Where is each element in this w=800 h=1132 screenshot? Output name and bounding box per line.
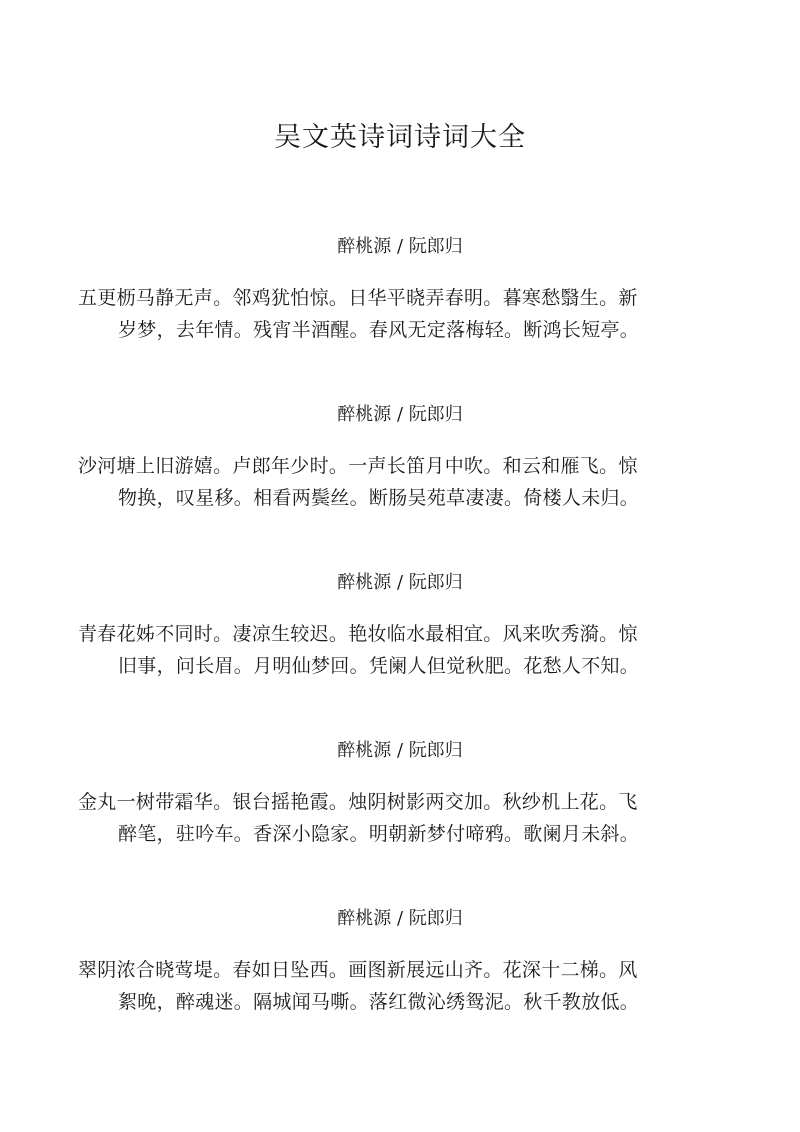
- poem-line: 青春花姊不同时。凄凉生较迟。艳妆临水最相宜。风来吹秀漪。惊: [78, 623, 638, 645]
- poem-heading: 醉桃源 / 阮郎归: [337, 572, 463, 593]
- poem-line: 金丸一树带霜华。银台摇艳霞。烛阴树影两交加。秋纱机上花。飞: [78, 791, 638, 813]
- poem-heading: 醉桃源 / 阮郎归: [337, 236, 463, 257]
- poem-heading: 醉桃源 / 阮郎归: [337, 740, 463, 761]
- poem-line: 醉笔，驻吟车。香深小隐家。明朝新梦付啼鸦。歌阑月未斜。: [118, 823, 640, 845]
- poem-line: 旧事，问长眉。月明仙梦回。凭阑人但觉秋肥。花愁人不知。: [118, 655, 640, 677]
- poem-line: 翠阴浓合晓莺堤。春如日坠西。画图新展远山齐。花深十二梯。风: [78, 959, 638, 981]
- document-title: 吴文英诗词诗词大全: [274, 122, 526, 153]
- poem-heading: 醉桃源 / 阮郎归: [337, 908, 463, 929]
- poem-line: 五更枥马静无声。邻鸡犹怕惊。日华平晓弄春明。暮寒愁翳生。新: [78, 287, 638, 309]
- poem-line: 絮晚，醉魂迷。隔城闻马嘶。落红微沁绣鸳泥。秋千教放低。: [118, 991, 640, 1013]
- poem-line: 岁梦，去年情。残宵半酒醒。春风无定落梅轻。断鸿长短亭。: [118, 319, 640, 341]
- poem-line: 沙河塘上旧游嬉。卢郎年少时。一声长笛月中吹。和云和雁飞。惊: [78, 455, 638, 477]
- poem-line: 物换，叹星移。相看两鬓丝。断肠吴苑草凄凄。倚楼人未归。: [118, 487, 640, 509]
- poem-heading: 醉桃源 / 阮郎归: [337, 404, 463, 425]
